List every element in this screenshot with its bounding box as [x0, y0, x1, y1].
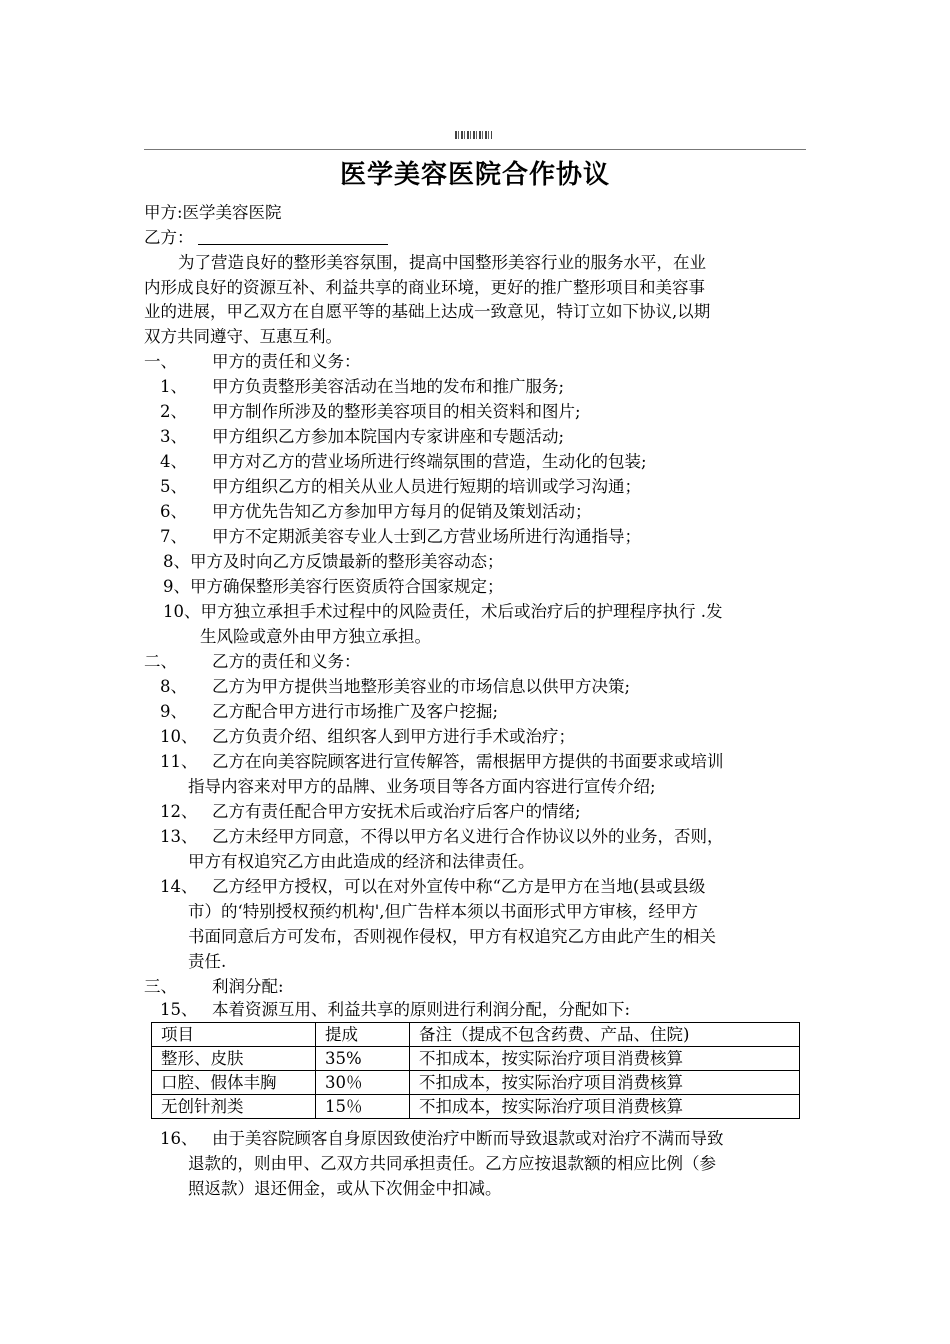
item-text: 市）的‘特别授权预约机构',但广告样本须以书面形式甲方审核，经甲方: [188, 902, 699, 921]
item-number: 8、: [160, 677, 187, 696]
table-cell: 15％: [316, 1095, 410, 1119]
section2-heading: 乙方的责任和义务：: [212, 652, 361, 671]
party-b-label: 乙方：: [144, 228, 194, 247]
section3-number: 三、: [144, 977, 177, 996]
section2-number: 二、: [144, 652, 177, 671]
item-text: 甲方制作所涉及的整形美容项目的相关资料和图片;: [212, 402, 581, 421]
item-text: 照返款）退还佣金，或从下次佣金中扣减。: [188, 1179, 502, 1198]
item-number: 4、: [160, 452, 187, 471]
item-number: 12、: [160, 802, 198, 821]
table-header-cell: 提成: [316, 1023, 410, 1047]
item-text: 甲方组织乙方参加本院国内专家讲座和专题活动;: [212, 427, 565, 446]
item-number: 11、: [160, 752, 198, 771]
table-cell: 30％: [316, 1071, 410, 1095]
party-a: 甲方:医学美容医院: [144, 203, 282, 222]
table-cell: 整形、皮肤: [152, 1047, 316, 1071]
table-header-cell: 项目: [152, 1023, 316, 1047]
item-text: 8、甲方及时向乙方反馈最新的整形美容动态；: [163, 552, 504, 571]
item-text: 乙方在向美容院顾客进行宣传解答，需根据甲方提供的书面要求或培训: [212, 752, 724, 771]
item-text: 责任.: [188, 952, 227, 971]
item-text: 退款的，则由甲、乙双方共同承担责任。乙方应按退款额的相应比例（参: [188, 1154, 716, 1173]
section1-heading: 甲方的责任和义务：: [212, 352, 361, 371]
item-text: 指导内容来对甲方的品牌、业务项目等各方面内容进行宣传介绍;: [188, 777, 656, 796]
table-row: [152, 1047, 800, 1071]
item-text: 10、甲方独立承担手术过程中的风险责任，术后或治疗后的护理程序执行 .发: [163, 602, 723, 621]
item-text: 乙方有责任配合甲方安抚术后或治疗后客户的情绪;: [212, 802, 581, 821]
item-text: 乙方配合甲方进行市场推广及客户挖掘;: [212, 702, 499, 721]
header-mark: [455, 131, 492, 139]
item-text: 甲方组织乙方的相关从业人员进行短期的培训或学习沟通；: [212, 477, 641, 496]
item-text: 乙方为甲方提供当地整形美容业的市场信息以供甲方决策;: [212, 677, 631, 696]
table-header-row: [152, 1023, 800, 1047]
item-number: 15、: [160, 1000, 198, 1019]
preamble-line: 双方共同遵守、互惠互利。: [144, 327, 342, 346]
item-number: 10、: [160, 727, 198, 746]
table-header-cell: 备注（提成不包含药费、产品、住院): [410, 1023, 800, 1047]
item-number: 16、: [160, 1129, 198, 1148]
item-text: 本着资源互用、利益共享的原则进行利润分配，分配如下:: [212, 1000, 631, 1019]
table-cell: 口腔、假体丰胸: [152, 1071, 316, 1095]
item-text: 乙方负责介绍、组织客人到甲方进行手术或治疗；: [212, 727, 575, 746]
profit-split-table: [151, 1022, 800, 1119]
table-cell: 不扣成本，按实际治疗项目消费核算: [410, 1095, 800, 1119]
table-row: [152, 1095, 800, 1119]
item-number: 14、: [160, 877, 198, 896]
document-title: 医学美容医院合作协议: [339, 160, 610, 190]
item-text: 甲方不定期派美容专业人士到乙方营业场所进行沟通指导；: [212, 527, 641, 546]
item-number: 5、: [160, 477, 187, 496]
preamble-line: 内形成良好的资源互补、利益共享的商业环境，更好的推广整形项目和美容事: [144, 278, 705, 297]
item-number: 2、: [160, 402, 187, 421]
party-b-blank: [198, 227, 388, 245]
table-row: [152, 1071, 800, 1095]
item-text: 甲方有权追究乙方由此造成的经济和法律责任。: [188, 852, 535, 871]
item-number: 1、: [160, 377, 187, 396]
header-rule: [144, 149, 806, 150]
item-text: 9、甲方确保整形美容行医资质符合国家规定；: [163, 577, 504, 596]
section3-heading: 利润分配:: [212, 977, 284, 996]
item-text: 乙方经甲方授权，可以在对外宣传中称“乙方是甲方在当地(县或县级: [212, 877, 706, 896]
table-cell: 不扣成本，按实际治疗项目消费核算: [410, 1047, 800, 1071]
item-text: 生风险或意外由甲方独立承担。: [200, 627, 431, 646]
item-number: 3、: [160, 427, 187, 446]
item-text: 甲方优先告知乙方参加甲方每月的促销及策划活动；: [212, 502, 592, 521]
item-text: 书面同意后方可发布，否则视作侵权，甲方有权追究乙方由此产生的相关: [188, 927, 716, 946]
item-text: 甲方对乙方的营业场所进行终端氛围的营造，生动化的包装;: [212, 452, 647, 471]
item-text: 乙方未经甲方同意，不得以甲方名义进行合作协议以外的业务，否则，: [212, 827, 724, 846]
item-text: 由于美容院顾客自身原因致使治疗中断而导致退款或对治疗不满而导致: [212, 1129, 724, 1148]
table-cell: 35%: [316, 1047, 410, 1071]
item-number: 6、: [160, 502, 187, 521]
item-number: 7、: [160, 527, 187, 546]
table-cell: 不扣成本，按实际治疗项目消费核算: [410, 1071, 800, 1095]
item-text: 甲方负责整形美容活动在当地的发布和推广服务;: [212, 377, 565, 396]
section1-number: 一、: [144, 352, 177, 371]
party-b: [144, 226, 388, 250]
preamble-line: 业的进展，甲乙双方在自愿平等的基础上达成一致意见，特订立如下协议,以期: [144, 302, 711, 321]
preamble-line: 为了营造良好的整形美容氛围，提高中国整形美容行业的服务水平，在业: [178, 253, 706, 272]
item-number: 9、: [160, 702, 187, 721]
table-cell: 无创针剂类: [152, 1095, 316, 1119]
item-number: 13、: [160, 827, 198, 846]
